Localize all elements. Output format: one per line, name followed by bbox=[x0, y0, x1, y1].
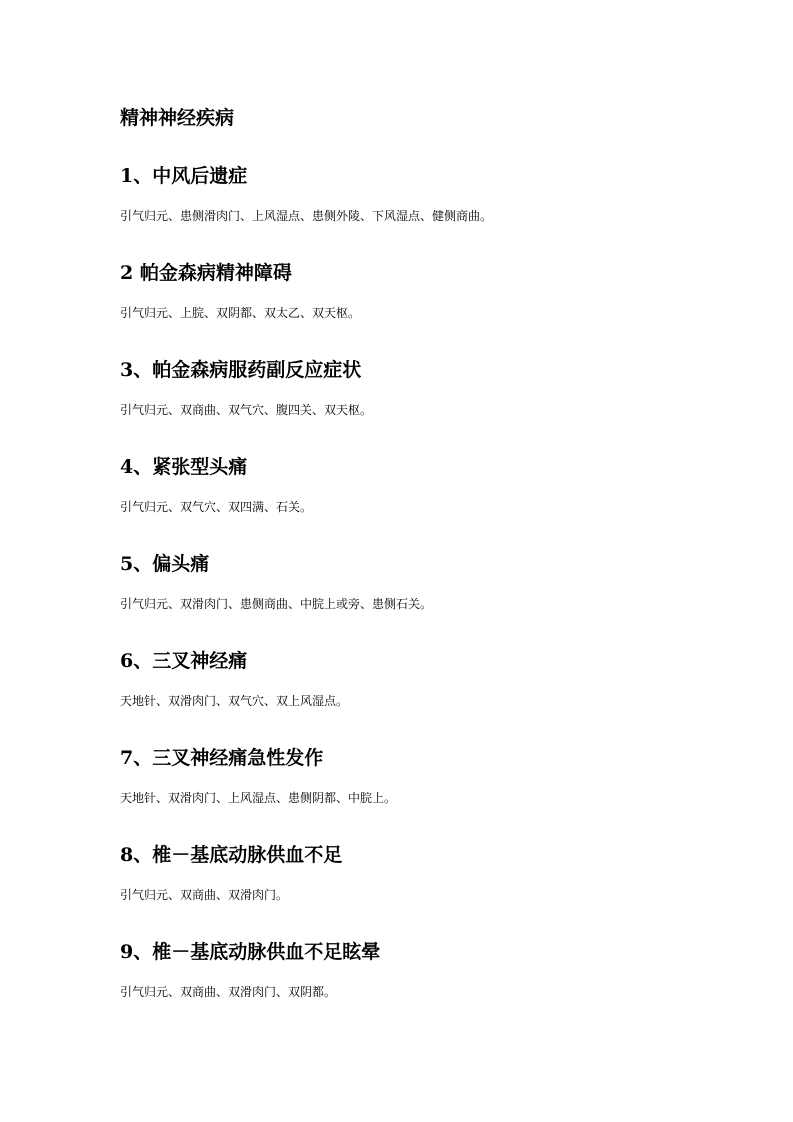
section-heading: 2 帕金森病精神障碍 bbox=[120, 262, 292, 284]
section-heading: 8、椎－基底动脉供血不足 bbox=[120, 844, 343, 866]
section-1 bbox=[120, 164, 740, 223]
section-heading: 3、帕金森病服药副反应症状 bbox=[120, 359, 362, 381]
section-body: 引气归元、患侧滑肉门、上风湿点、患侧外陵、下风湿点、健侧商曲。 bbox=[120, 209, 493, 223]
section-9 bbox=[120, 940, 740, 999]
section-6 bbox=[120, 649, 740, 708]
section-5 bbox=[120, 552, 740, 611]
section-8 bbox=[120, 843, 740, 902]
section-7 bbox=[120, 746, 740, 805]
section-2 bbox=[120, 261, 740, 320]
section-heading: 5、偏头痛 bbox=[120, 553, 210, 575]
section-heading: 6、三叉神经痛 bbox=[120, 650, 248, 672]
section-3 bbox=[120, 358, 740, 417]
section-4 bbox=[120, 455, 740, 514]
section-heading: 9、椎－基底动脉供血不足眩晕 bbox=[120, 941, 381, 963]
section-heading: 4、紧张型头痛 bbox=[120, 456, 248, 478]
section-body: 引气归元、双商曲、双滑肉门、双阴都。 bbox=[120, 985, 337, 999]
section-body: 天地针、双滑肉门、双气穴、双上风湿点。 bbox=[120, 694, 349, 708]
section-body: 引气归元、双气穴、双四满、石关。 bbox=[120, 500, 313, 514]
section-body: 引气归元、双商曲、双滑肉门。 bbox=[120, 888, 289, 902]
section-body: 引气归元、双商曲、双气穴、腹四关、双天枢。 bbox=[120, 403, 373, 417]
section-heading: 7、三叉神经痛急性发作 bbox=[120, 747, 324, 769]
section-body: 引气归元、上脘、双阴都、双太乙、双天枢。 bbox=[120, 306, 361, 320]
section-body: 引气归元、双滑肉门、患侧商曲、中脘上或旁、患侧石关。 bbox=[120, 597, 433, 611]
section-heading: 1、中风后遗症 bbox=[120, 165, 248, 187]
section-body: 天地针、双滑肉门、上风湿点、患侧阴都、中脘上。 bbox=[120, 791, 397, 805]
document-title: 精神神经疾病 bbox=[120, 107, 235, 129]
